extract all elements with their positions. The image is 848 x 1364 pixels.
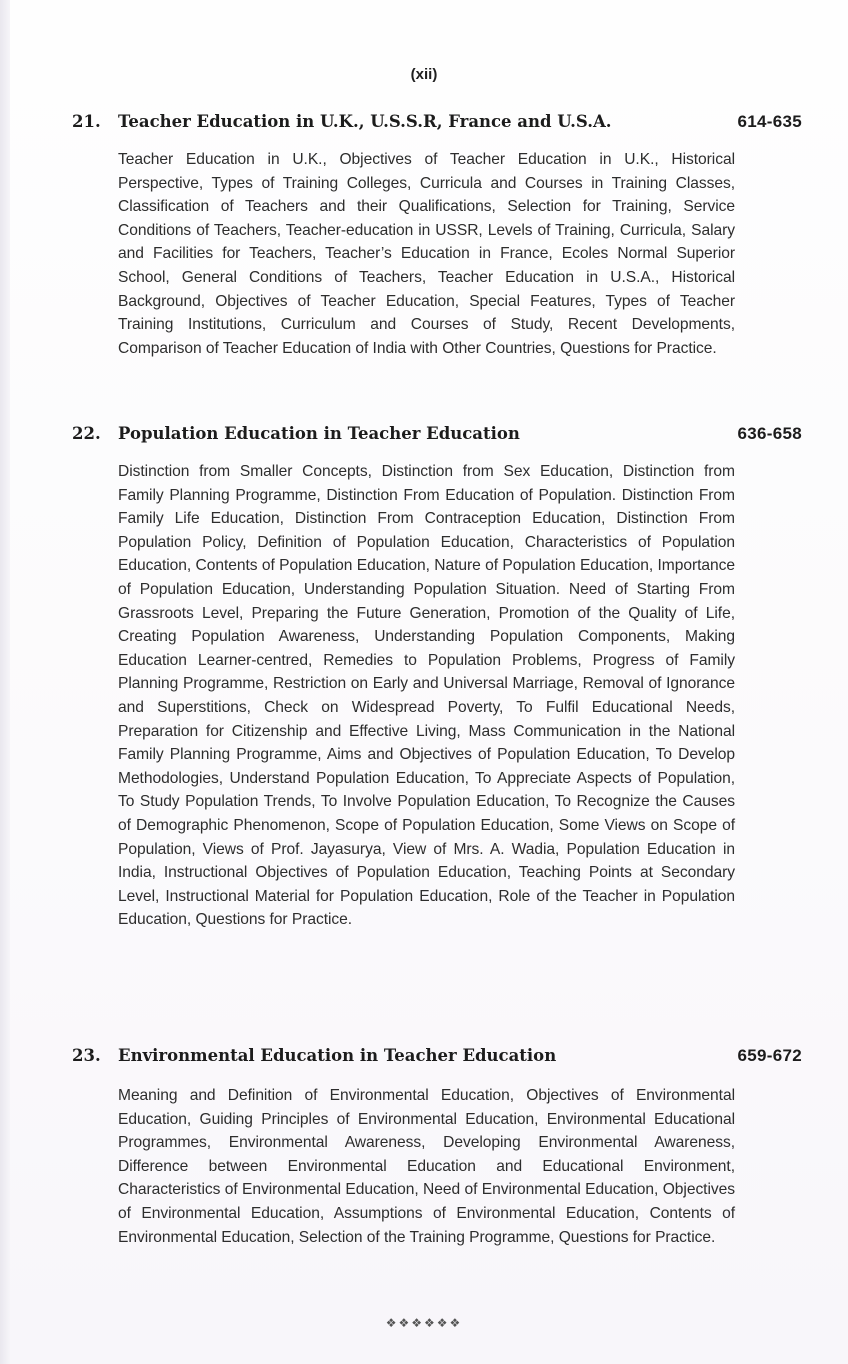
chapter-number: 23. (72, 1046, 101, 1065)
chapter-number: 21. (72, 112, 101, 131)
chapter-contents-22: Distinction from Smaller Concepts, Distinction from Sex Education, Distinction from Family Planning Programme, Distinction From Education of Population. Distinction From Family Life Education, Distinction From Contraception Education, Distinction From Population Policy, Definition of Population Education, Characteristics of Population Education, Contents of Population Education, Nature of Population Education, Importance of Population Education, Understanding Population Situation. Need of Starting From Grassroots Level, Preparing the Future Generation, Promotion of the Quality of Life, Creating Population Awareness, Understanding Population Components, Making Education Learner-centred, Remedies to Population Problems, Progress of Family Planning Programme, Restriction on Early and Universal Marriage, Removal of Ignorance and Superstitions, Check on Widespread Poverty, To Fulfil Educational Needs, Preparation for Citizenship and Effective Living, Mass Communication in the National Family Planning Programme, Aims and Objectives of Population Education, To Develop Methodologies, Understand Population Education, To Appreciate Aspects of Population, To Study Population Trends, To Involve Population Education, To Recognize the Causes of Demographic Phenomenon, Scope of Population Education, Some Views on Scope of Population, Views of Prof. Jayasurya, View of Mrs. A. Wadia, Population Education in India, Instructional Objectives of Population Education, Teaching Points at Secondary Level, Instructional Material for Population Education, Role of the Teacher in Population Education, Questions for Practice. (118, 463, 735, 929)
chapter-contents-21: Teacher Education in U.K., Objectives of Teacher Education in U.K., Historical Perspective, Types of Training Colleges, Curricula and Courses in Training Classes, Classification of Teachers and their Qualifications, Selection for Training, Service Conditions of Teachers, Teacher-education in USSR, Levels of Training, Curricula, Salary and Facilities for Teachers, Teacher’s Education in France, Ecoles Normal Superior School, General Conditions of Teachers, Teacher Education in U.S.A., Historical Background, Objectives of Teacher Education, Special Features, Types of Teacher Training Institutions, Curriculum and Courses of Study, Recent Developments, Comparison of Teacher Education of India with Other Countries, Questions for Practice. (118, 151, 735, 357)
chapter-page-range: 636-658 (737, 424, 802, 443)
chapter-heading-22 (72, 424, 802, 444)
page-number: (xii) (410, 66, 438, 83)
chapter-number: 22. (72, 424, 101, 443)
chapter-page-range: 614-635 (737, 112, 802, 131)
end-ornament: ❖❖❖❖❖❖ (385, 1316, 463, 1330)
chapter-page-range: 659-672 (737, 1046, 802, 1065)
chapter-heading-21 (72, 112, 802, 132)
chapter-contents-23: Meaning and Definition of Environmental Education, Objectives of Environmental Education, Guiding Principles of Environmental Education, Environmental Educational Programmes, Environmental Awareness, Developing Environmental Awareness, Difference between Environmental Education and Educational Environment, Characteristics of Environmental Education, Need of Environmental Education, Objectives of Environmental Education, Assumptions of Environmental Education, Contents of Environmental Education, Selection of the Training Programme, Questions for Practice. (118, 1087, 735, 1246)
chapter-title: Environmental Education in Teacher Education (118, 1046, 557, 1065)
page-binding-edge (0, 0, 10, 1364)
chapter-heading-23 (72, 1046, 802, 1066)
chapter-title: Teacher Education in U.K., U.S.S.R, France and U.S.A. (118, 112, 612, 131)
chapter-title: Population Education in Teacher Education (118, 424, 520, 443)
